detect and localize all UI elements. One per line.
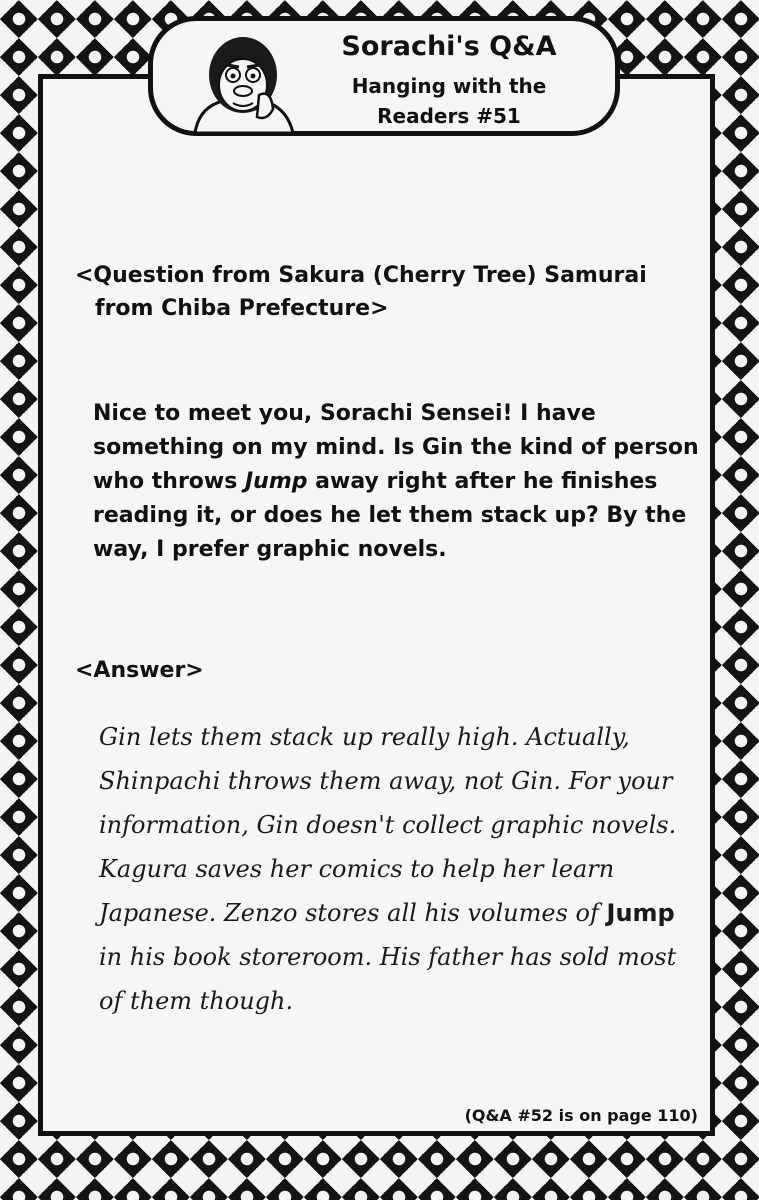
header-subtitle xyxy=(303,71,595,131)
question-text-part1: Nice to meet you, Sorachi Sensei! I have something on my mind. Is Gin the kind of person who throws xyxy=(93,401,699,494)
question-body xyxy=(93,397,703,567)
header-subtitle-line1: Hanging with the xyxy=(351,74,547,98)
question-label: <Question from Sakura (Cherry Tree) Samurai from Chiba Prefecture> xyxy=(75,263,647,321)
qa-panel xyxy=(38,74,715,1136)
question-jump-title: Jump xyxy=(244,469,308,494)
answer-text-part1: Gin lets them stack up really high. Actually, Shinpachi throws them away, not Gin. For your information, Gin doesn't collect graphic novels. Kagura saves her comics to help her learn Japanese. Zenzo stores all his volumes of xyxy=(99,723,677,927)
question-text-part2: away right after he finishes reading it, or does he let them stack up? By the way, I prefer graphic novels. xyxy=(93,469,687,562)
answer-jump-title: Jump xyxy=(606,899,675,927)
next-qa-note: (Q&A #52 is on page 110) xyxy=(464,1106,698,1125)
answer-text-part2: in his book storeroom. His father has sold most of them though. xyxy=(99,943,677,1015)
header-subtitle-line2: Readers #51 xyxy=(377,104,521,128)
answer-label: <Answer> xyxy=(75,658,204,683)
title-banner xyxy=(148,16,620,136)
header-title: Sorachi's Q&A xyxy=(341,31,557,62)
gorilla-face-icon xyxy=(189,25,297,133)
answer-body xyxy=(99,715,689,1023)
